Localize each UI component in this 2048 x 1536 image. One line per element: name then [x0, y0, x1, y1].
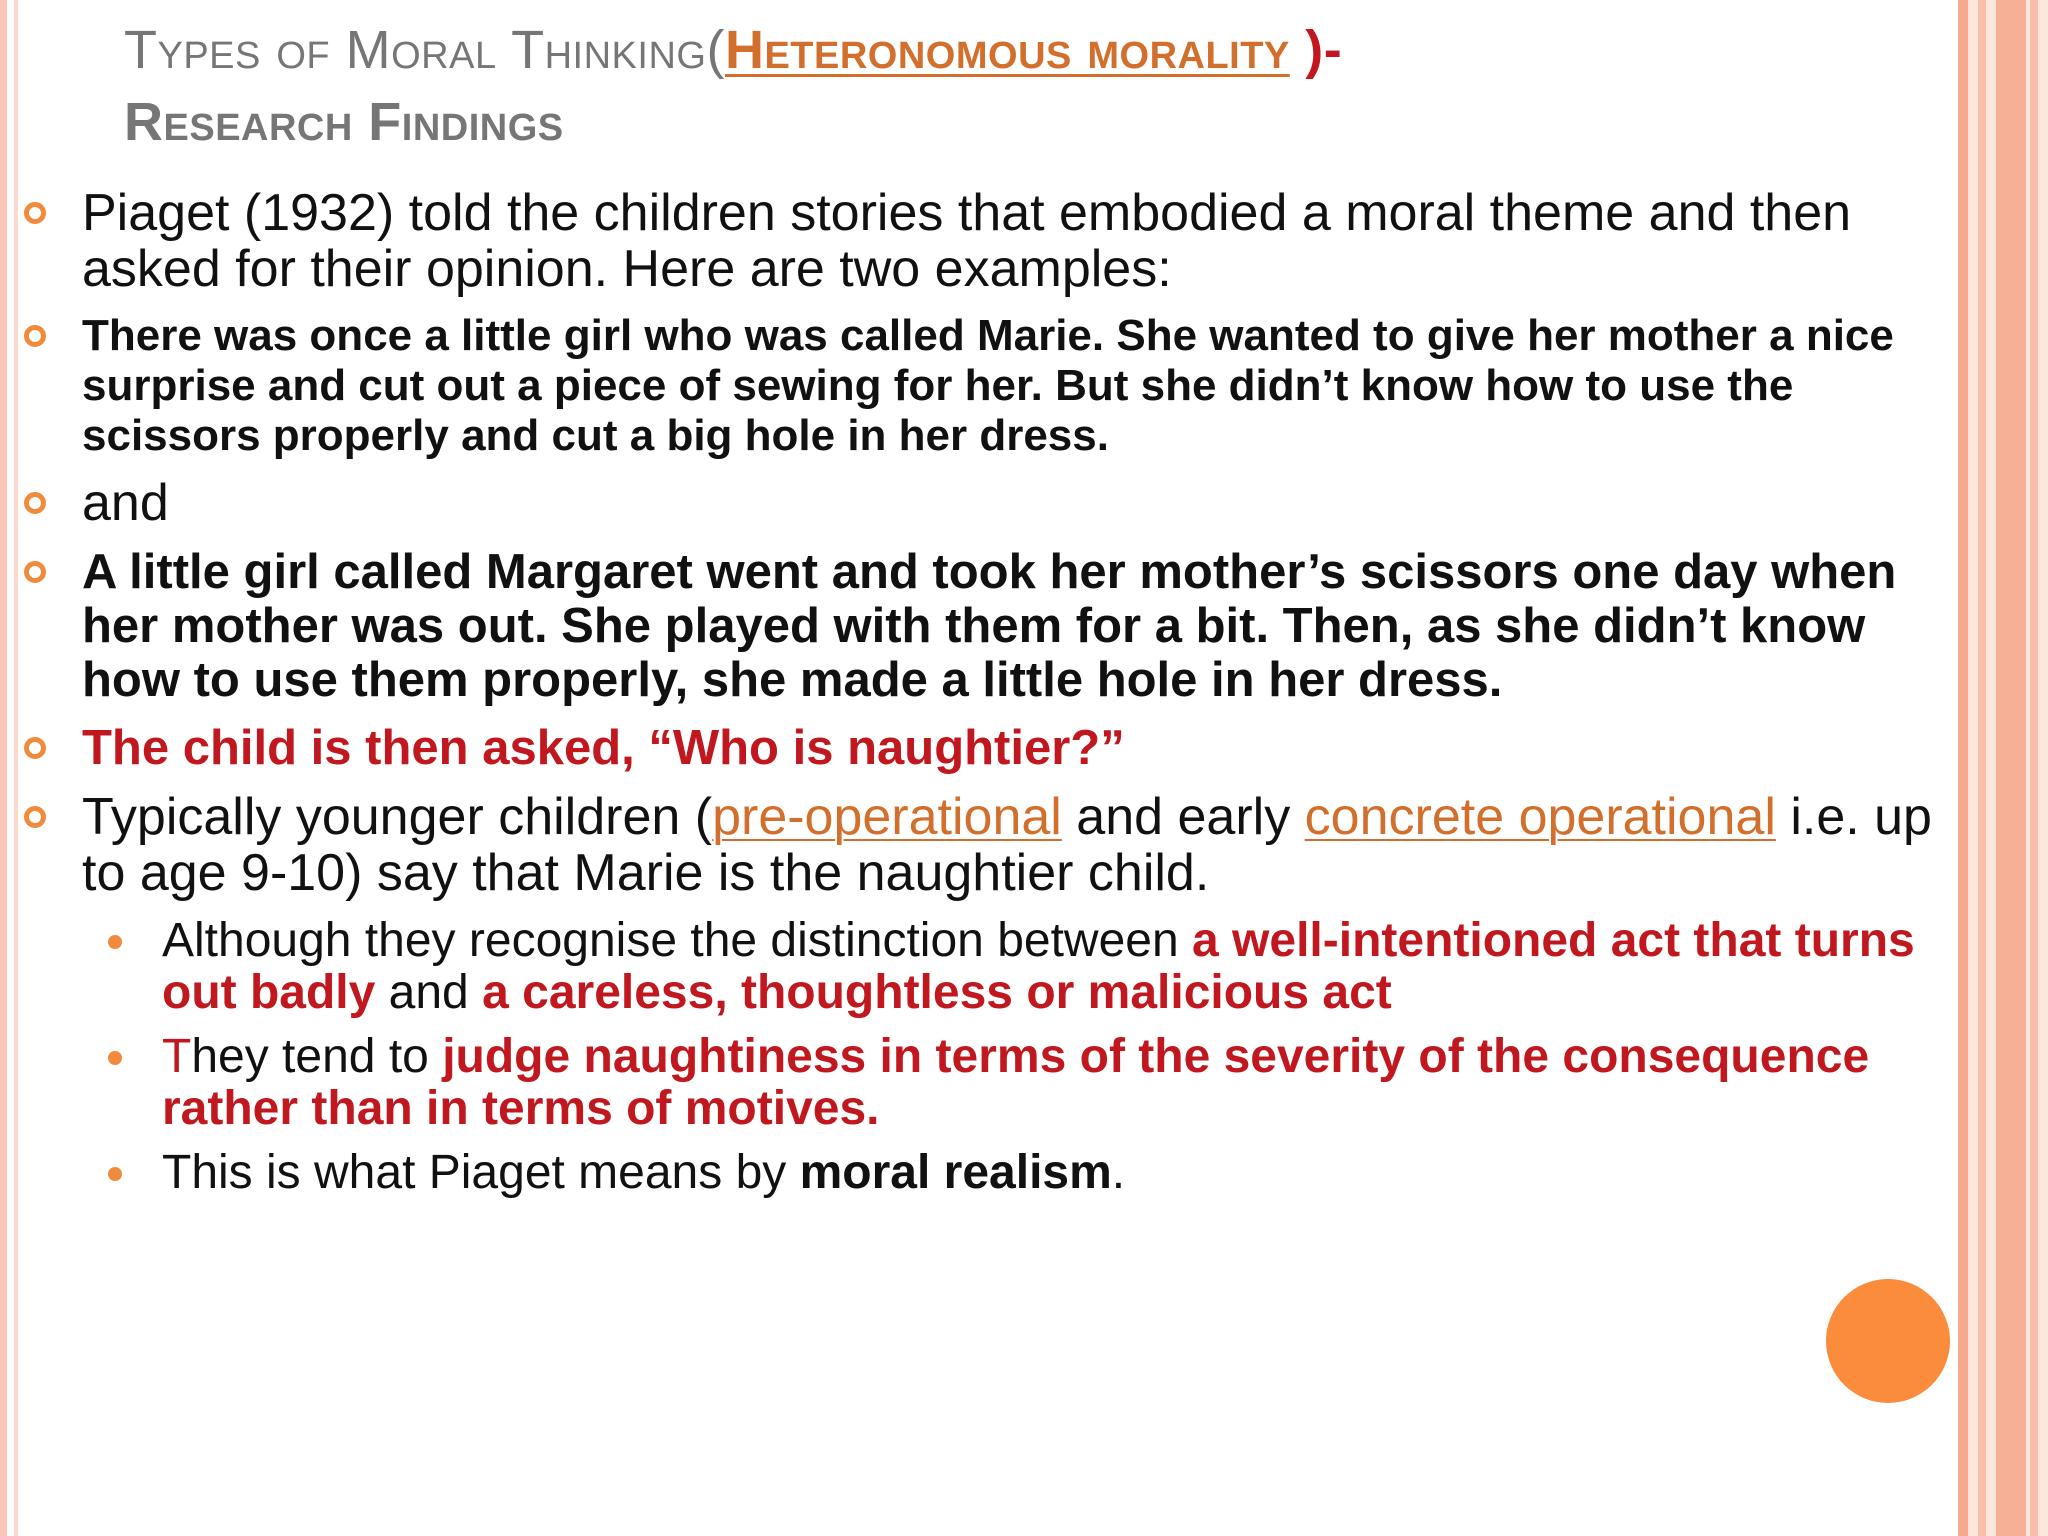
typically-text [82, 789, 1968, 901]
title-prefix: Types of Moral Thinking( [124, 20, 725, 80]
subbullet-judge [18, 1031, 1968, 1135]
story-margaret-text: A little girl called Margaret went and took her mother’s scissors one day when her mother was out. She played with them for a bit. Then, as she didn’t know how to use them properly, she made a little hole in her dress. [82, 545, 1897, 707]
title-line-1 [124, 14, 1684, 86]
bullet-intro-text: Piaget (1932) told the children stories that embodied a moral theme and then asked for their opinion. Here are two examples: [82, 184, 1852, 298]
title-term-link[interactable]: Heteronomous morality [724, 20, 1290, 80]
s1-pre: Although they recognise the distinction between [162, 914, 1193, 967]
story-marie-text: There was once a little girl who was called Marie. She wanted to give her mother a nice surprise and cut out a piece of sewing for her. But she didn’t know how to use the scissors properly and cut a big hole in her dress. [82, 311, 1894, 460]
s1-emphasis-2: a careless, thoughtless or malicious act [482, 966, 1392, 1019]
bullet-dot-icon [108, 1051, 122, 1065]
subbullet-distinction [18, 915, 1968, 1019]
bullet-ring-icon [24, 806, 46, 828]
left-decor-stripe [0, 0, 7, 1536]
s1-mid: and [375, 966, 483, 1019]
bullet-ring-icon [24, 737, 46, 759]
concrete-operational-link[interactable]: concrete operational [1304, 788, 1776, 846]
s2-initial: T [162, 1030, 192, 1083]
slide-title [124, 14, 1684, 158]
right-decor-stripe [1978, 0, 1986, 1536]
subbullet-distinction-text [162, 915, 1968, 1019]
question-text: The child is then asked, “Who is naughtier?” [82, 721, 1125, 775]
slide-body [18, 185, 1968, 1211]
bullet-ring-icon [24, 561, 46, 583]
title-suffix: )- [1289, 20, 1343, 80]
s2-pre: hey tend to [191, 1030, 443, 1083]
and-text: and [82, 474, 169, 532]
bullet-dot-icon [108, 1167, 122, 1181]
right-decor-stripe [1996, 0, 2026, 1536]
typically-pre: Typically younger children ( [82, 788, 713, 846]
subbullet-moral-realism [18, 1147, 1968, 1199]
s2-emphasis: judge naughtiness in terms of the severity of the consequence rather than in terms of motives. [162, 1030, 1870, 1135]
bullet-story-margaret [18, 545, 1968, 707]
subbullet-moral-realism-text [162, 1147, 1968, 1199]
bullet-ring-icon [24, 492, 46, 514]
bullet-intro [18, 185, 1968, 297]
bullet-and [18, 475, 1968, 531]
bullet-typically [18, 789, 1968, 901]
subbullet-judge-text [162, 1031, 1968, 1135]
bullet-question [18, 721, 1968, 775]
s1-emphasis-1: a well-intentioned act that turns out badly [162, 914, 1915, 1019]
typically-mid: and early [1061, 788, 1305, 846]
decorative-orange-circle [1826, 1279, 1950, 1403]
right-decor-stripe [2030, 0, 2038, 1536]
title-line-2: Research Findings [124, 92, 564, 152]
s3-post: . [1111, 1146, 1126, 1199]
bullet-story-marie [18, 311, 1968, 461]
typically-post: i.e. up to age 9-10) say that Marie is the naughtier child. [82, 788, 1932, 902]
s3-emphasis: moral realism [799, 1146, 1112, 1199]
s3-pre: This is what Piaget means by [162, 1146, 800, 1199]
bullet-dot-icon [108, 935, 122, 949]
bullet-ring-icon [24, 325, 46, 347]
bullet-ring-icon [24, 202, 46, 224]
pre-operational-link[interactable]: pre-operational [712, 788, 1062, 846]
